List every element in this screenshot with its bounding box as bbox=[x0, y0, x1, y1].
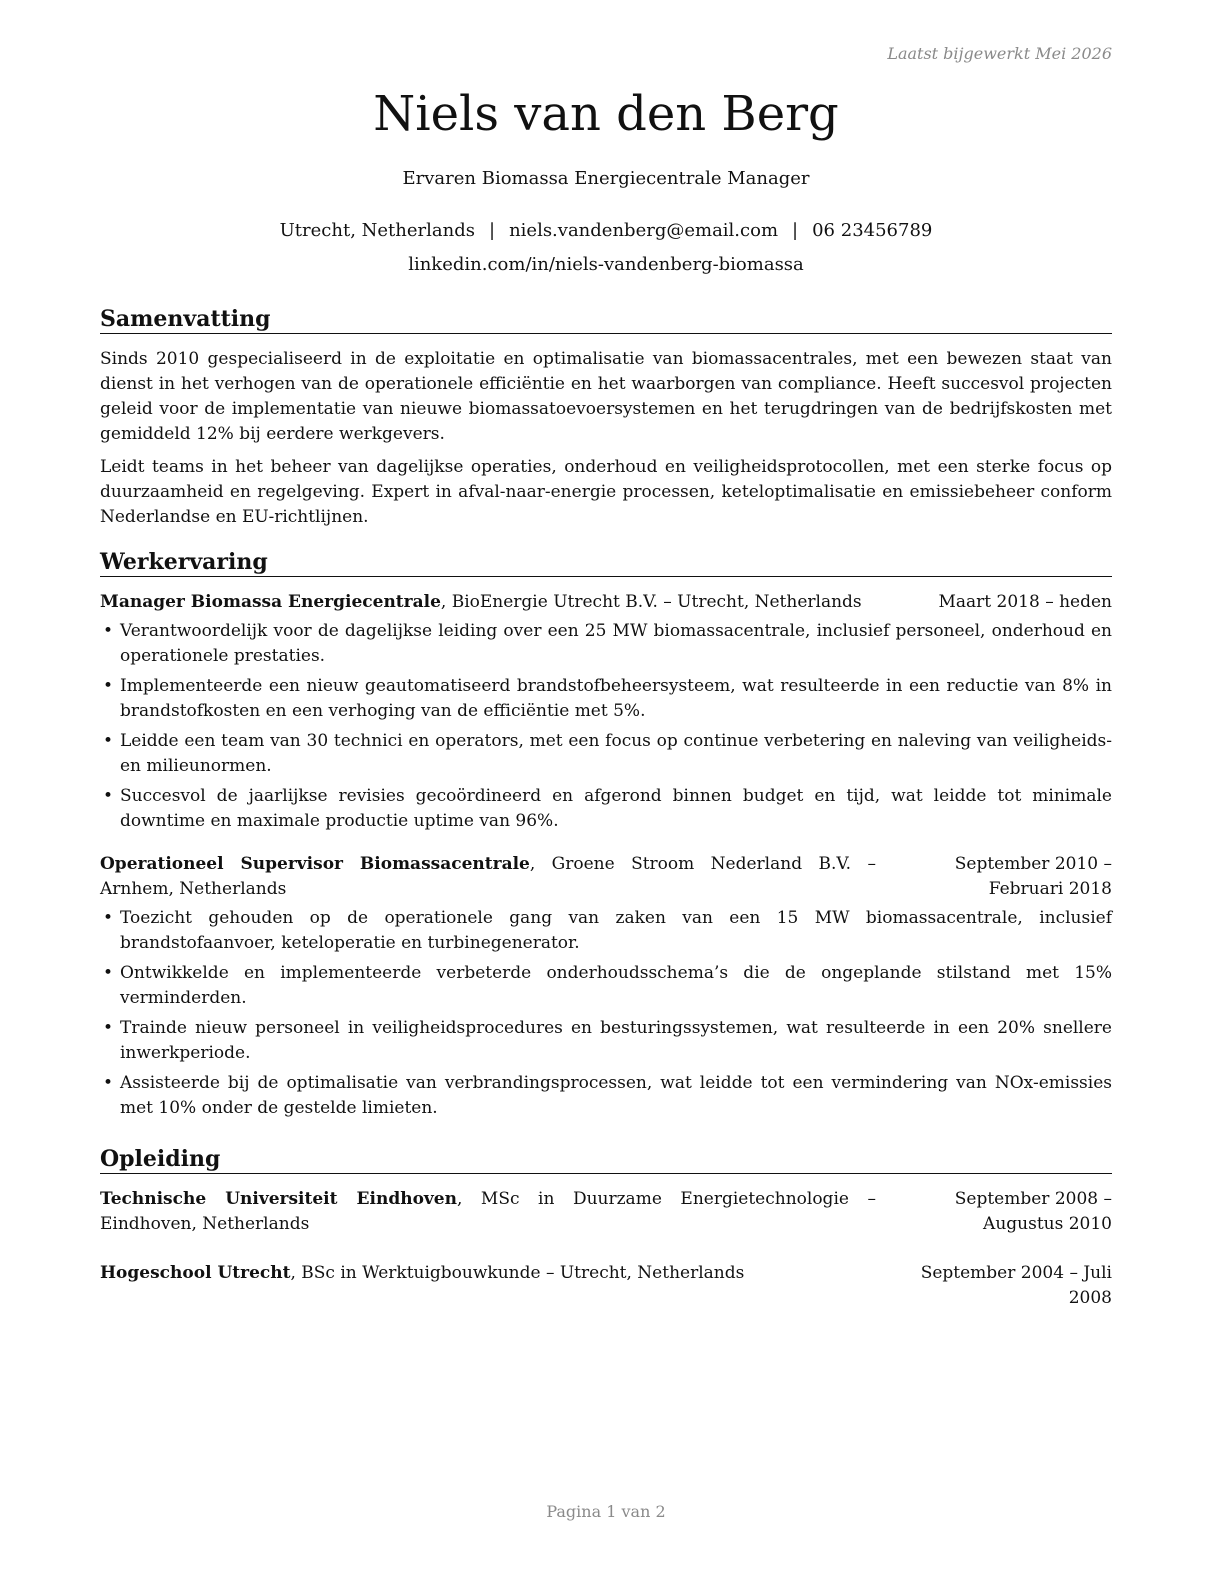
resume-page bbox=[100, 0, 1112, 1584]
job-dates: Maart 2018 – heden bbox=[938, 592, 1112, 612]
list-item: • Trainde nieuw personeel in veiligheidsprocedures en besturingssystemen, wat resulteerde in een 20% snellere inwerkperiode. bbox=[100, 1016, 1112, 1066]
job-entry bbox=[100, 852, 1112, 1121]
experience-heading: Werkervaring bbox=[100, 549, 1112, 577]
list-item: • Ontwikkelde en implementeerde verbeterde onderhoudsschema’s die de ongeplande stilstand met 15% verminderden. bbox=[100, 961, 1112, 1011]
list-item: • Assisteerde bij de optimalisatie van verbrandingsprocessen, wat leidde tot een vermindering van NOx-emissies met 10% onder de gestelde limieten. bbox=[100, 1071, 1112, 1121]
education-entry bbox=[100, 1261, 1112, 1311]
education-degree: , MSc in Duurzame Energietechnologie – Eindhoven, Netherlands bbox=[100, 1189, 876, 1234]
list-item: • Toezicht gehouden op de operationele gang van zaken van een 15 MW biomassacentrale, inclusief brandstofaanvoer, keteloperatie en turbinegenerator. bbox=[100, 906, 1112, 956]
summary-paragraph: Leidt teams in het beheer van dagelijkse operaties, onderhoud en veiligheidsprotocollen, met een sterke focus op duurzaamheid en regelgeving. Expert in afval-naar-energie processen, keteloptimalisatie en emissiebeheer conform Nederlandse en EU-richtlijnen. bbox=[100, 457, 1112, 527]
education-section bbox=[100, 1146, 1112, 1311]
education-dates: September 2008 – Augustus 2010 bbox=[954, 1189, 1112, 1234]
job-organization: , Groene Stroom Nederland B.V. – Arnhem, Netherlands bbox=[100, 854, 876, 899]
candidate-name: Niels van den Berg bbox=[373, 86, 839, 142]
experience-section bbox=[100, 549, 1112, 1126]
last-updated: Laatst bijgewerkt Mei 2026 bbox=[887, 44, 1112, 63]
job-organization: , BioEnergie Utrecht B.V. – Utrecht, Netherlands bbox=[440, 592, 862, 612]
job-entry bbox=[100, 590, 1112, 834]
education-header bbox=[100, 1261, 1112, 1311]
education-header bbox=[100, 1187, 1112, 1237]
job-role: Operationeel Supervisor Biomassacentrale bbox=[100, 854, 530, 874]
contact-separator: | bbox=[488, 220, 496, 241]
job-bullet-list bbox=[100, 906, 1112, 1121]
contact-email[interactable]: niels.vandenberg@email.com bbox=[509, 220, 779, 241]
job-title-line bbox=[100, 590, 934, 615]
summary-heading: Samenvatting bbox=[100, 306, 1112, 334]
education-degree: , BSc in Werktuigbouwkunde – Utrecht, Netherlands bbox=[290, 1263, 745, 1283]
summary-paragraph: Sinds 2010 gespecialiseerd in de exploitatie en optimalisatie van biomassacentrales, met een bewezen staat van dienst in het verhogen van de operationele efficiëntie en het waarborgen van compliance. Heeft succesvol projecten geleid voor de implementatie van nieuwe biomassatoevoersystemen en het terugdringen van de bedrijfskosten met gemiddeld 12% bij eerdere werkgevers. bbox=[100, 349, 1112, 444]
list-item: • Verantwoordelijk voor de dagelijkse leiding over een 25 MW biomassacentrale, inclusief personeel, onderhoud en operationele prestaties. bbox=[100, 619, 1112, 669]
education-school: Hogeschool Utrecht bbox=[100, 1263, 291, 1283]
list-item: • Succesvol de jaarlijkse revisies gecoördineerd en afgerond binnen budget en tijd, wat leidde tot minimale downtime en maximale productie uptime van 96%. bbox=[100, 784, 1112, 834]
job-header bbox=[100, 590, 1112, 615]
contact-line bbox=[100, 220, 1112, 241]
education-heading: Opleiding bbox=[100, 1146, 1112, 1174]
education-entry bbox=[100, 1187, 1112, 1237]
job-header bbox=[100, 852, 1112, 902]
list-item: • Leidde een team van 30 technici en operators, met een focus op continue verbetering en naleving van veiligheids- en milieunormen. bbox=[100, 729, 1112, 779]
job-dates: September 2010 – Februari 2018 bbox=[954, 854, 1112, 899]
contact-separator: | bbox=[792, 220, 799, 241]
education-dates: September 2004 – Juli 2008 bbox=[920, 1263, 1112, 1308]
summary-section bbox=[100, 306, 1112, 530]
education-school: Technische Universiteit Eindhoven bbox=[100, 1189, 457, 1209]
education-title-line bbox=[100, 1261, 876, 1311]
page-number: Pagina 1 van 2 bbox=[546, 1502, 666, 1521]
job-title-line bbox=[100, 852, 876, 902]
job-role: Manager Biomassa Energiecentrale bbox=[100, 592, 441, 612]
candidate-tagline: Ervaren Biomassa Energiecentrale Manager bbox=[402, 168, 810, 189]
job-bullet-list bbox=[100, 619, 1112, 834]
list-item: • Implementeerde een nieuw geautomatiseerd brandstofbeheersysteem, wat resulteerde in een reductie van 8% in brandstofkosten en een verhoging van de efficiëntie met 5%. bbox=[100, 674, 1112, 724]
contact-phone[interactable]: 06 23456789 bbox=[812, 220, 933, 241]
contact-location: Utrecht, Netherlands bbox=[279, 220, 475, 241]
education-title-line bbox=[100, 1187, 876, 1237]
contact-linkedin[interactable]: linkedin.com/in/niels-vandenberg-biomassa bbox=[408, 254, 804, 275]
